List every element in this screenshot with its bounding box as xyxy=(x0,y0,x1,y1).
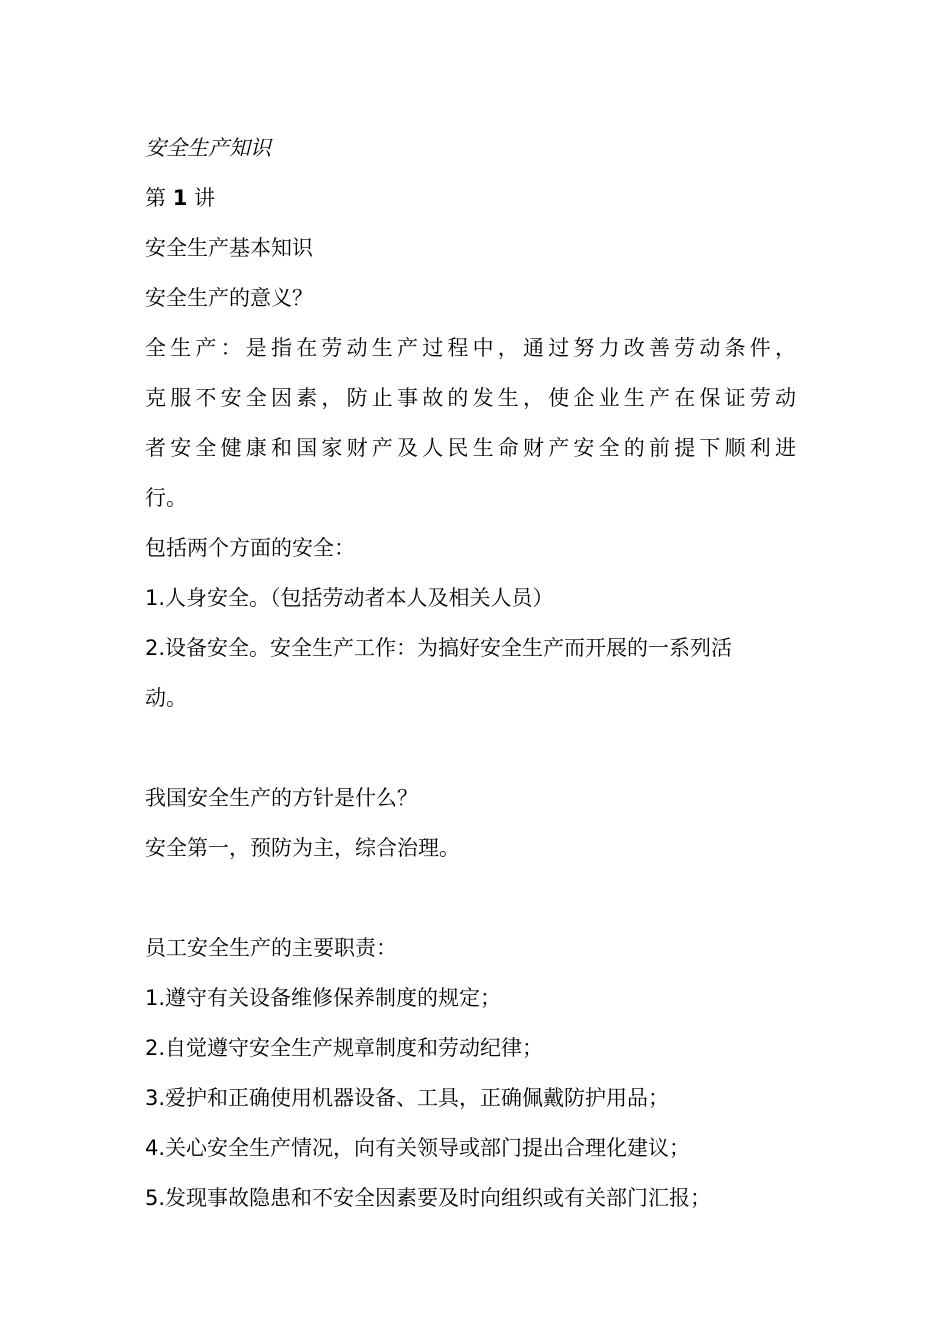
duty-item-5: 5.发现事故隐患和不安全因素要及时向组织或有关部门汇报； xyxy=(145,1186,712,1210)
definition-line-2: 克服不安全因素，防止事故的发生，使企业生产在保证劳动 xyxy=(145,386,801,410)
definition-line-3: 者安全健康和国家财产及人民生命财产安全的前提下顺利进 xyxy=(145,436,801,460)
question-meaning: 安全生产的意义？ xyxy=(145,286,313,310)
list-item-personal-safety: 1.人身安全。（包括劳动者本人及相关人员） xyxy=(145,586,554,610)
lecture-suffix: 讲 xyxy=(187,186,215,210)
lecture-heading xyxy=(145,173,810,223)
duty-item-3: 3.爱护和正确使用机器设备、工具，正确佩戴防护用品； xyxy=(145,1086,670,1110)
blank-line xyxy=(145,873,810,923)
list-item-equipment-safety: 2.设备安全。安全生产工作：为搞好安全生产而开展的一系列活 xyxy=(145,636,733,660)
lecture-number: 1 xyxy=(172,186,188,210)
document-title: 安全生产知识 xyxy=(145,136,271,160)
duty-item-2: 2.自觉遵守安全生产规章制度和劳动纪律； xyxy=(145,1036,544,1060)
includes-label: 包括两个方面的安全： xyxy=(145,536,355,560)
duty-item-4: 4.关心安全生产情况，向有关领导或部门提出合理化建议； xyxy=(145,1136,691,1160)
section-heading: 安全生产基本知识 xyxy=(145,236,313,260)
question-policy: 我国安全生产的方针是什么？ xyxy=(145,786,418,810)
definition-line-1: 全生产：是指在劳动生产过程中，通过努力改善劳动条件， xyxy=(145,336,801,360)
blank-line xyxy=(145,723,810,773)
lecture-prefix: 第 xyxy=(145,186,173,210)
document-page xyxy=(145,123,810,1223)
duty-item-1: 1.遵守有关设备维修保养制度的规定； xyxy=(145,986,502,1010)
question-duties: 员工安全生产的主要职责： xyxy=(145,936,397,960)
definition-line-4: 行。 xyxy=(145,486,187,510)
list-item-equipment-safety-cont: 动。 xyxy=(145,686,187,710)
answer-policy: 安全第一，预防为主，综合治理。 xyxy=(145,836,460,860)
